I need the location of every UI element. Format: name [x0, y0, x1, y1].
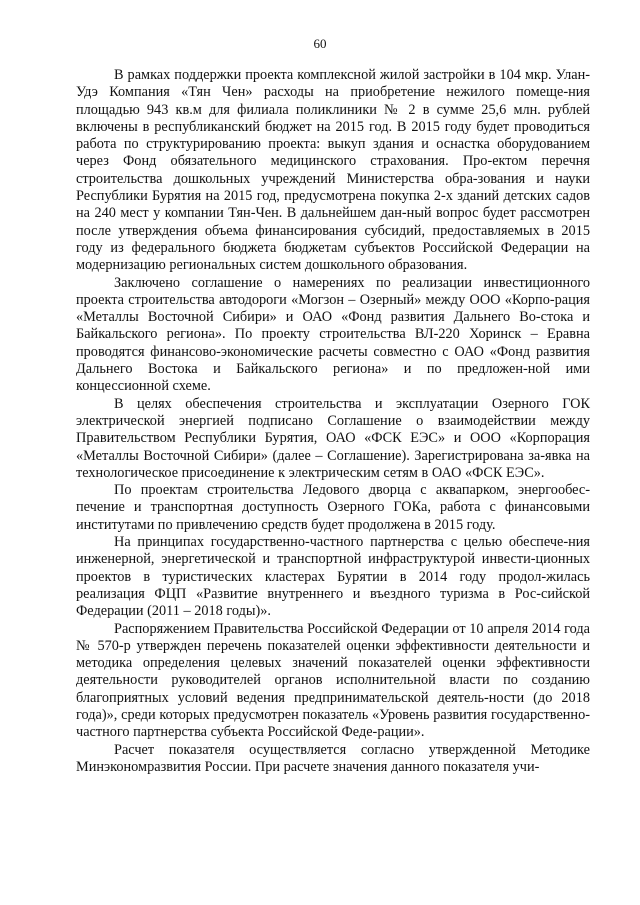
paragraph-residential-project: В рамках поддержки проекта комплексной жилой застройки в 104 мкр. Улан-Удэ Компания «Тян Чен» расходы на приобретение нежилого помеще-ния площадью 943 кв.м для филиала поликлиники № 2 в сумме 25,6 млн. рублей включены в республиканский бюджет на 2015 год. В 2015 году будет проводиться работа по структурированию проекта: выкуп здания и оснастка оборудованием через Фонд обязательного медицинского страхования. Про-ектом перечня строительства дошкольных учреждений Министерства обра-зования и науки Республики Бурятия на 2015 год, предусмотрена покупка 2-х зданий детских садов на 240 мест у компании Тян-Чен. В дальнейшем дан-ный вопрос будет рассмотрен после утверждения объема финансирования субсидий, предоставляемых в 2015 году из федерального бюджета бюджетам субъектов Российской Федерации на модернизацию региональных систем дошкольного образования. — [76, 67, 590, 274]
paragraph-energy-agreement: В целях обеспечения строительства и эксплуатации Озерного ГОК электрической энергией подписано Соглашение о взаимодействии между Правительством Республики Бурятия, ОАО «ФСК ЕЭС» и ООО «Корпорация «Металлы Восточной Сибири» (далее – Соглашение). Зарегистрирована за-явка на технологическое присоединение к электрическим сетям в ОАО «ФСК ЕЭС». — [76, 395, 590, 481]
page-number: 60 — [313, 36, 327, 51]
paragraph-road-agreement: Заключено соглашение о намерениях по реализации инвестиционного проекта строительства автодороги «Могзон – Озерный» между ООО «Корпо-рация «Металлы Восточной Сибири» и ОАО «Фонд развития Дальнего Во-стока и Байкальского региона». По проекту строительства ВЛ-220 Хоринск – Еравна проводятся финансово-экономические расчеты совместно с ОАО «Фонд развития Дальнего Востока и Байкальского региона» и по предложен-ной ими концессионной схеме. — [76, 274, 590, 395]
document-body — [76, 67, 590, 776]
paragraph-indicator-calculation: Расчет показателя осуществляется согласно утвержденной Методике Минэкономразвития России. При расчете значения данного показателя учи- — [76, 741, 590, 775]
paragraph-ice-palace: По проектам строительства Ледового дворца с аквапарком, энергообес-печение и транспортная доступность Озерного ГОКа, работа с финансовыми институтами по привлечению средств будет продолжена в 2015 году. — [76, 482, 590, 533]
paragraph-government-order: Распоряжением Правительства Российской Федерации от 10 апреля 2014 года № 570-р утвержден перечень показателей оценки эффективности деятельности и методика определения целевых значений показателей оценки эффективности деятельности руководителей органов исполнительной власти по созданию благоприятных условий ведения предпринимательской деятель-ности (до 2018 года)», среди которых предусмотрен показатель «Уровень развития государственно-частного партнерства субъекта Российской Феде-рации». — [76, 620, 590, 741]
paragraph-public-private-partnership: На принципах государственно-частного партнерства с целью обеспече-ния инженерной, энергетической и транспортной инфраструктурой инвести-ционных проектов в туристических кластерах Бурятии в 2014 году продол-жилась реализация ФЦП «Развитие внутреннего и въездного туризма в Рос-сийской Федерации (2011 – 2018 годы)». — [76, 534, 590, 620]
